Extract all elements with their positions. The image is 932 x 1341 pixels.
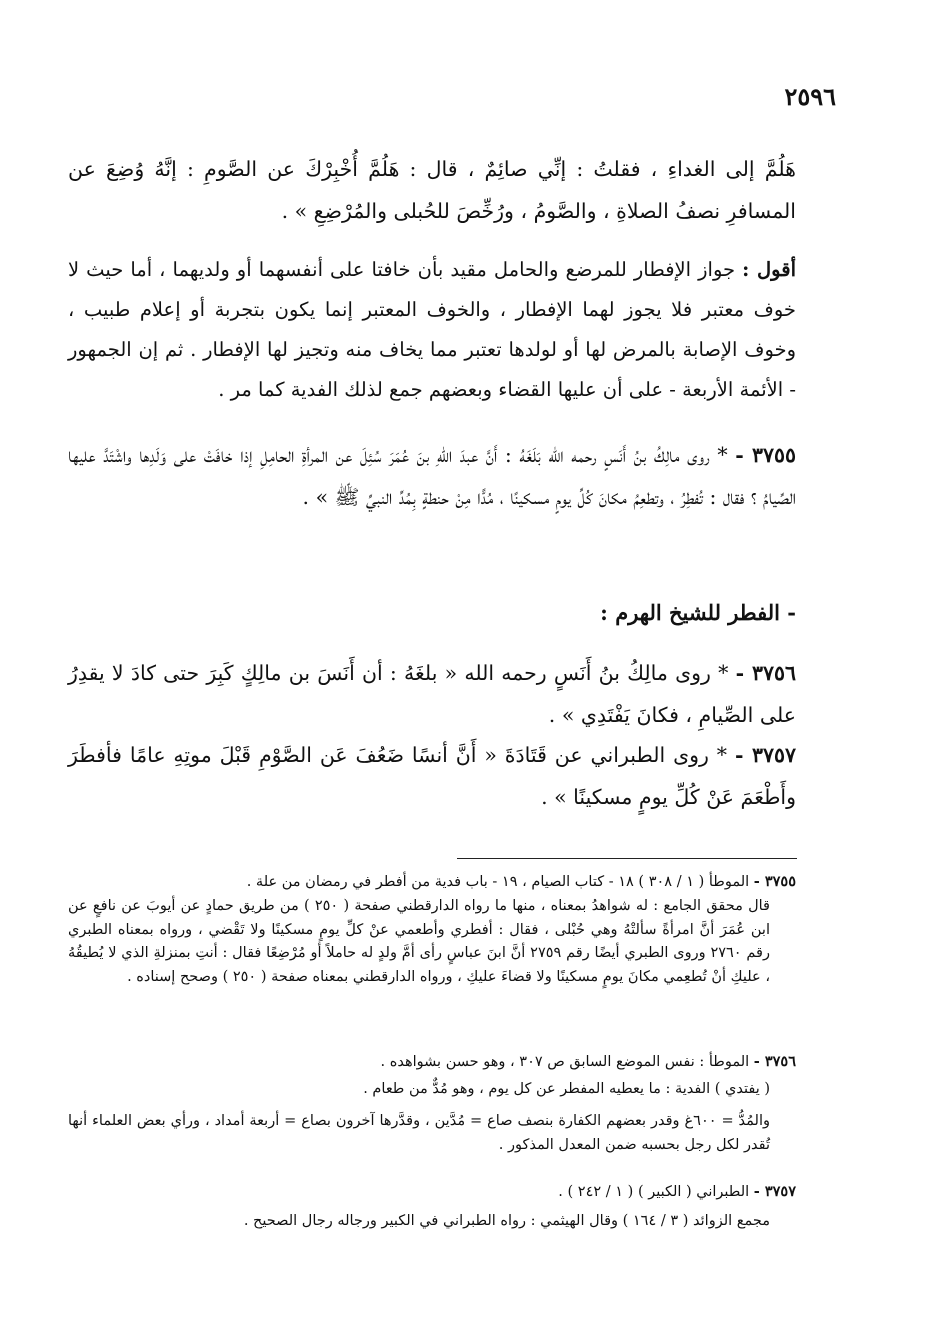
page-number: ٢٥٩٦ <box>784 82 836 111</box>
commentary-text: جواز الإفطار للمرضع والحامل مقيد بأن خافتا على أنفسهما أو ولديهما ، أما حيث لا خوف معتبر فلا يجوز لهما الإفطار ، والخوف المعتبر إنما يكون بتجربة أو إعلام طبيب ، وخوف الإصابة بالمرض لها أو لولدها تعتبر مما يخاف منه وتجيز لها الإفطار . ثم إن الجمهور - الأئمة الأربعة - على أن عليها القضاء وبعضهم جمع لذلك الفدية كما مر . <box>68 258 796 401</box>
footnote-3756 <box>68 1050 796 1075</box>
hadith-text: * روى الطبراني عن قَتَادَةَ « أَنَّ أنسًا ضَعُفَ عَن الصَّوْمِ قَبْلَ موتِهِ عامًا فأفطَرَ وأَطْعَمَ عَنْ كُلِّ يومٍ مسكينًا » . <box>68 743 796 809</box>
footnote-3755 <box>68 870 796 895</box>
hadith-number: ٣٧٥٧ - <box>734 743 796 767</box>
paragraph-hadith-continuation: هَلُمَّ إلى الغداءِ ، فقلتُ : إنِّي صائِمٌ ، قال : هَلُمَّ أُخْبِرْكَ عن الصَّومِ : إنَّهُ وُضِعَ عن المسافرِ نصفُ الصلاةِ ، والصَّومُ ، ورُخِّصَ للحُبلى والمُرْضِعِ » . <box>68 157 796 223</box>
footnote-number: ٣٧٥٥ - <box>753 873 796 890</box>
footnote-3755-note: قال محقق الجامع : له شواهدُ بمعناه ، منها ما رواه الدارقطني صفحة ( ٢٥٠ ) من طريق حمادٍ عن أيوبَ عن نافعٍ عن ابن عُمَرَ أنَّ امرأةً سألتْهُ وهي حُبْلى ، فقال : أفطري وأطعمي عنْ كلِّ يومٍ مسكينًا ولا تَقْضي ، ورواه بمعناه الطبري رقم ٢٧٦٠ وروى الطبري أيضًا رقم ٢٧٥٩ أنَّ ابنَ عباسٍ رأى أمَّ ولدٍ له حاملاً أو مُرْضِعًا فقال : أنتِ بمنزلةِ الذي لا يُطيقُهُ ، عليكِ أنْ تُطعِمي مكانَ يومٍ مسكينًا ولا قضاءَ عليكِ ، ورواه الدارقطني بمعناه صفحة ( ٢٥٠ ) وصحح إسناده . <box>68 898 770 985</box>
hadith-number: ٣٧٥٦ - <box>735 661 796 685</box>
footnote-3757-note: مجمع الزوائد ( ٣ / ١٦٤ ) وقال الهيثمي : رواه الطبراني في الكبير ورجاله رجال الصحيح . <box>243 1213 770 1229</box>
footnote-text: الموطأ ( ١ / ٣٠٨ ) ١٨ - كتاب الصيام ، ١٩ - باب فدية من أفطر في رمضان من علة . <box>246 874 750 890</box>
footnote-3756-note-2: والمُدُّ = ٦٠٠غ وقدر بعضهم الكفارة بنصف صاع = مُدَّين ، وقدَّرها آخرون بصاع = أربعة أمداد ، ورأي بعض العلماء أنها تُقدر لكل رجل بحسبه ضمن المعدل المذكور . <box>68 1113 771 1153</box>
hadith-number: ٣٧٥٥ - <box>735 443 796 467</box>
paragraph-commentary <box>68 250 796 410</box>
footnote-3756-note-1: ( يفتدي ) الفدية : ما يعطيه المفطر عن كل يوم ، وهو مُدٌّ من طعام . <box>363 1081 770 1097</box>
hadith-3756 <box>68 652 796 736</box>
section-heading: - الفطر للشيخ الهرم : <box>600 600 796 625</box>
footnote-number: ٣٧٥٧ - <box>753 1183 796 1200</box>
hadith-3757 <box>68 734 796 818</box>
footnote-divider <box>457 858 797 859</box>
hadith-text: * روى مالِكُ بنُ أَنَسٍ رحمه الله بَلَغَهُ : أَنَّ عبدَ اللهِ بنَ عُمَرَ سُئِلَ عن المرأةِ الحامِلِ إذا خافَتْ على وَلَدِها واشْتَدَّ عليها الصِّيامُ ؟ فقال : تُفطِرُ ، وتطعِمُ مكانَ كُلِّ يومٍ مسكينًا ، مُدًّا مِنْ حنطةٍ بِمُدِّ النبيِّ ﷺ » . <box>68 443 796 509</box>
footnote-number: ٣٧٥٦ - <box>753 1053 796 1070</box>
footnote-text: الموطأ : نفس الموضع السابق ص ٣٠٧ ، وهو حسن بشواهده . <box>380 1054 750 1070</box>
commentary-lead: أقول : <box>742 258 796 281</box>
footnote-3757 <box>68 1180 796 1205</box>
footnote-text: الطبراني ( الكبير ) ( ١ / ٢٤٢ ) . <box>558 1184 750 1200</box>
hadith-3755 <box>68 434 796 518</box>
hadith-text: * روى مالِكُ بنُ أَنَسٍ رحمه الله « بلغَهُ : أن أَنَسَ بن مالِكٍ كَبِرَ حتى كادَ لا يقدِرُ على الصِّيامِ ، فكانَ يَفْتَدِي » . <box>68 661 796 727</box>
